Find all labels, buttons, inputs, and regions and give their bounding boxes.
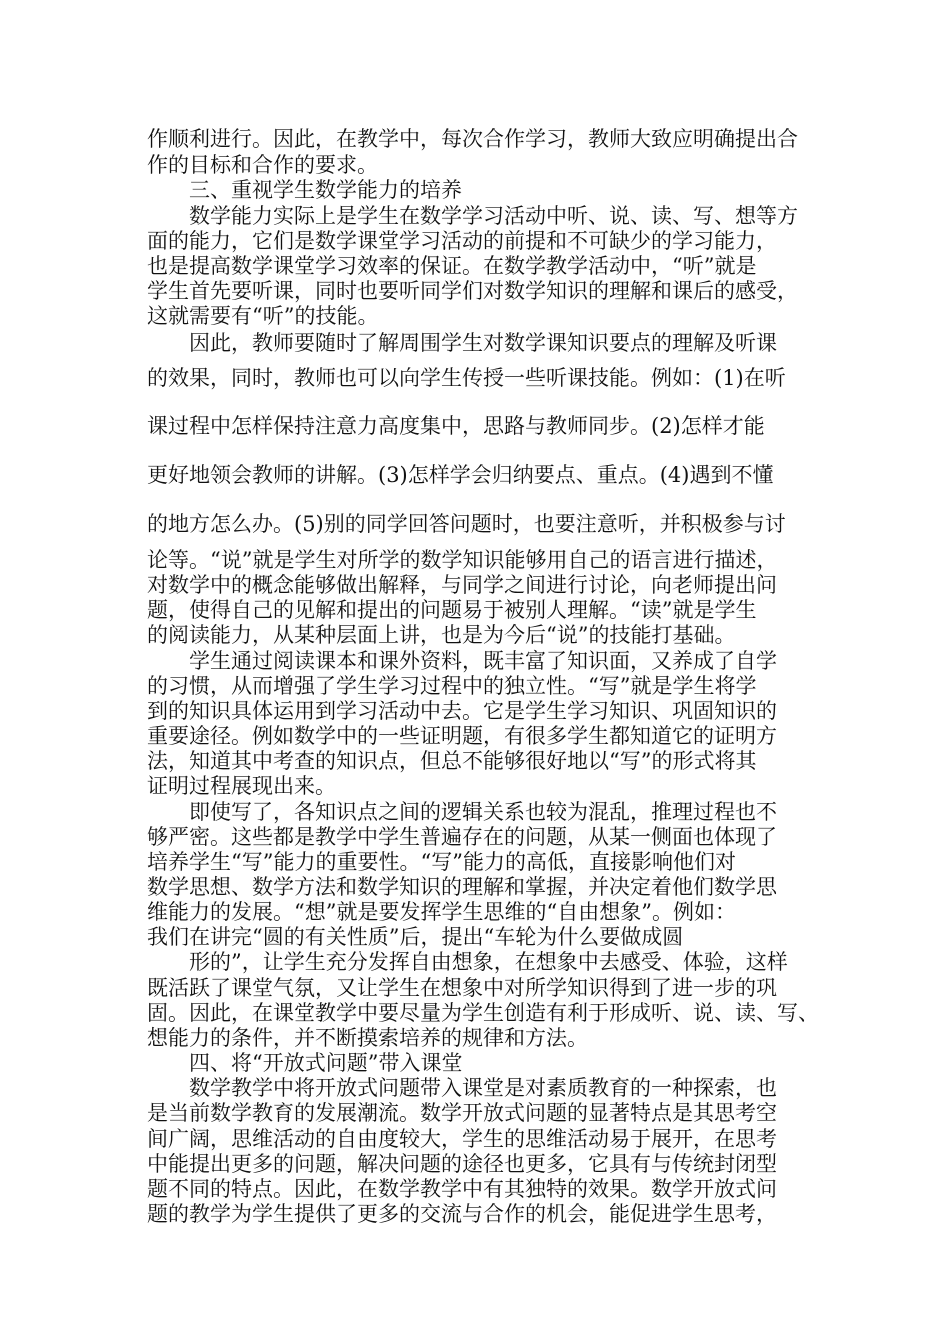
text-line: 形的”，让学生充分发挥自由想象，在想象中去感受、体验，这样 (189, 950, 788, 974)
text-line: 既活跃了课堂气氛，又让学生在想象中对所学知识得到了进一步的巩 (147, 976, 777, 1000)
text-line: 重要途径。例如数学中的一些证明题，有很多学生都知道它的证明方 (147, 724, 777, 748)
text-line: 这就需要有“听”的技能。 (147, 304, 379, 328)
text-line: 数学能力实际上是学生在数学学习活动中听、说、读、写、想等方 (189, 204, 798, 228)
text-line: 更好地领会教师的讲解。(3)怎样学会归纳要点、重点。(4)遇到不懂 (147, 463, 774, 487)
text-line: 的习惯，从而增强了学生学习过程中的独立性。“写”就是学生将学 (147, 674, 757, 698)
text-line: 固。因此，在课堂教学中要尽量为学生创造有利于形成听、说、读、写、 (147, 1001, 819, 1025)
text-line: 作的目标和合作的要求。 (147, 153, 378, 177)
text-line: 中能提出更多的问题，解决问题的途径也更多，它具有与传统封闭型 (147, 1152, 777, 1176)
text-line: 对数学中的概念能够做出解释，与同学之间进行讨论，向老师提出问 (147, 573, 777, 597)
text-line: 培养学生“写”能力的重要性。“写”能力的高低，直接影响他们对 (147, 850, 736, 874)
text-line: 因此，教师要随时了解周围学生对数学课知识要点的理解及听课 (189, 331, 777, 355)
text-line: 题的教学为学生提供了更多的交流与合作的机会，能促进学生思考， (147, 1202, 777, 1226)
section-heading: 四、将“开放式问题”带入课堂 (189, 1051, 463, 1075)
text-line: 课过程中怎样保持注意力高度集中，思路与教师同步。(2)怎样才能 (147, 414, 765, 438)
text-line: 题不同的特点。因此，在数学教学中有其独特的效果。数学开放式问 (147, 1177, 777, 1201)
text-line: 论等。“说”就是学生对所学的数学知识能够用自己的语言进行描述， (147, 548, 778, 572)
text-line: 面的能力，它们是数学课堂学习活动的前提和不可缺少的学习能力， (147, 229, 777, 253)
text-line: 我们在讲完“圆的有关性质”后，提出“车轮为什么要做成圆 (147, 925, 684, 949)
text-line: 题，使得自己的见解和提出的问题易于被别人理解。“读”就是学生 (147, 598, 757, 622)
text-line: 的效果，同时，教师也可以向学生传授一些听课技能。例如：(1)在听 (147, 366, 786, 390)
text-line: 学生通过阅读课本和课外资料，既丰富了知识面，又养成了自学 (189, 649, 777, 673)
text-line: 数学思想、数学方法和数学知识的理解和掌握，并决定着他们数学思 (147, 875, 777, 899)
text-line: 也是提高数学课堂学习效率的保证。在数学教学活动中，“听”就是 (147, 254, 757, 278)
text-line: 作顺利进行。因此，在教学中，每次合作学习，教师大致应明确提出合 (147, 127, 798, 151)
text-line: 数学教学中将开放式问题带入课堂是对素质教育的一种探索，也 (189, 1076, 777, 1100)
text-line: 维能力的发展。“想”就是要发挥学生思维的“自由想象”。例如： (147, 900, 736, 924)
text-line: 到的知识具体运用到学习活动中去。它是学生学习知识、巩固知识的 (147, 699, 777, 723)
text-line: 想能力的条件，并不断摸索培养的规律和方法。 (147, 1026, 588, 1050)
text-line: 间广阔，思维活动的自由度较大，学生的思维活动易于展开，在思考 (147, 1127, 777, 1151)
text-line: 学生首先要听课，同时也要听同学们对数学知识的理解和课后的感受， (147, 279, 798, 303)
text-line: 法，知道其中考查的知识点，但总不能够很好地以“写”的形式将其 (147, 749, 757, 773)
section-heading: 三、重视学生数学能力的培养 (189, 178, 462, 202)
text-line: 的阅读能力，从某种层面上讲，也是为今后“说”的技能打基础。 (147, 623, 736, 647)
text-line: 的地方怎么办。(5)别的同学回答问题时，也要注意听，并积极参与讨 (147, 512, 786, 536)
text-line: 是当前数学教育的发展潮流。数学开放式问题的显著特点是其思考空 (147, 1101, 777, 1125)
text-line: 即使写了，各知识点之间的逻辑关系也较为混乱，推理过程也不 (189, 800, 777, 824)
text-line: 证明过程展现出来。 (147, 774, 336, 798)
text-line: 够严密。这些都是教学中学生普遍存在的问题，从某一侧面也体现了 (147, 825, 777, 849)
